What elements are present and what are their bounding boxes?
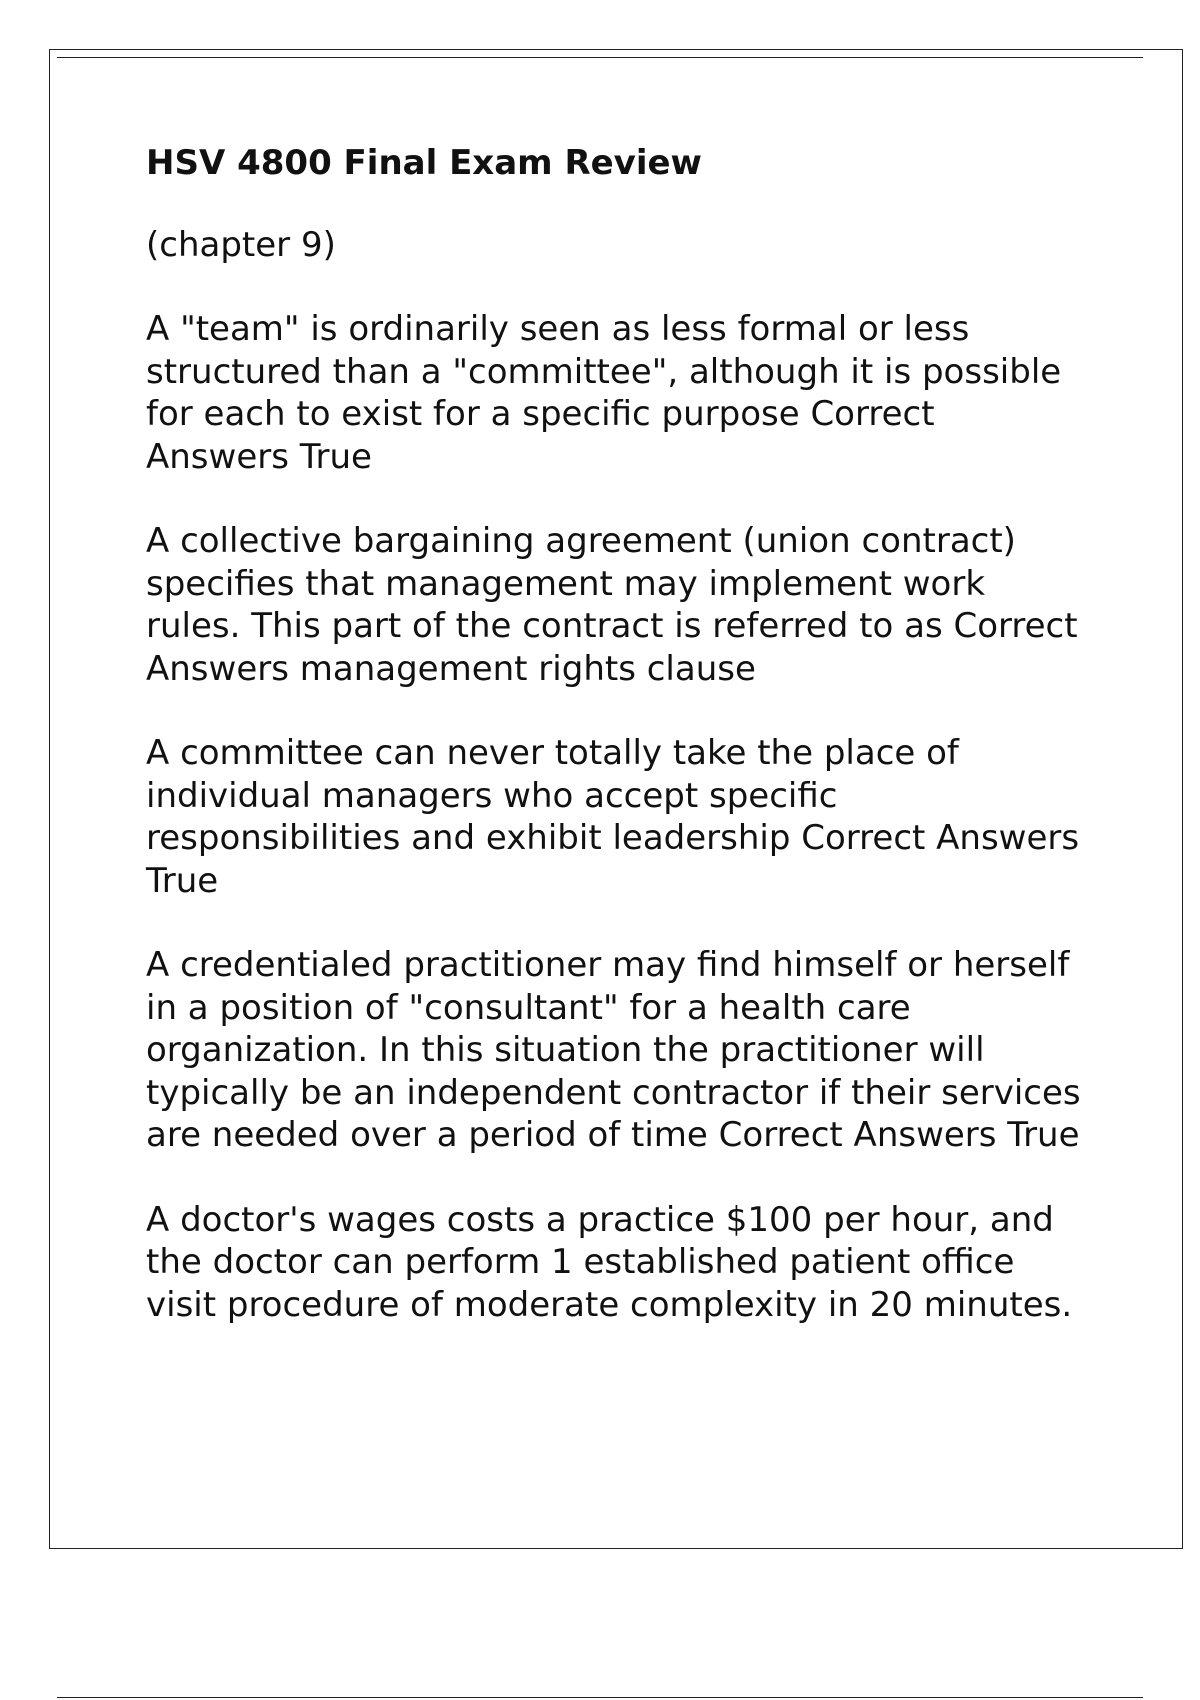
bottom-rule: [57, 1697, 1143, 1698]
top-rule: [57, 57, 1143, 58]
question-entry-4: A credentialed practitioner may find himself or herself in a position of "consultant" for a health care organization. In this situation the practitioner will typically be an independent contractor if their services are needed over a period of time Correct Answers True: [146, 945, 1081, 1155]
chapter-label: (chapter 9): [146, 225, 336, 265]
question-entry-2: A collective bargaining agreement (union contract) specifies that management may implement work rules. This part of the contract is referred to as Correct Answers management rights clause: [146, 521, 1078, 689]
question-entry-1: A "team" is ordinarily seen as less formal or less structured than a "committee", although it is possible for each to exist for a specific purpose Correct Answers True: [146, 309, 1062, 477]
question-entry-5: A doctor's wages costs a practice $100 per hour, and the doctor can perform 1 established patient office visit procedure of moderate complexity in 20 minutes.: [146, 1199, 1073, 1325]
document-content: [146, 142, 1086, 1368]
page-title: HSV 4800 Final Exam Review: [146, 143, 702, 183]
question-entry-3: A committee can never totally take the place of individual managers who accept specific responsibilities and exhibit leadership Correct Answers True: [146, 733, 1080, 901]
